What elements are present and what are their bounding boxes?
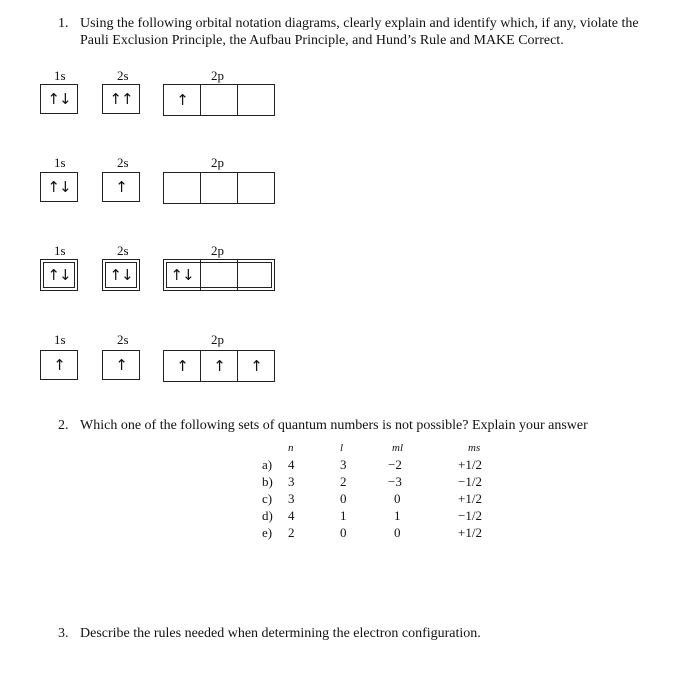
cell-n: 4 [288,456,295,472]
cell-l: 2 [340,473,347,489]
label-2p: 2p [211,155,224,170]
label-1s: 1s [54,155,66,170]
orbital-group-2p [163,172,275,204]
orbital-group-2p [163,259,275,291]
cell-n: 3 [288,490,295,506]
row-label: d) [262,507,273,523]
table-row [262,524,518,541]
orbital-box-1s: ↑ [40,350,78,380]
label-2p: 2p [211,68,224,83]
table-row [262,490,518,507]
cell-ml: 0 [394,524,401,540]
cell-ms: +1/2 [458,490,482,506]
cell-l: 1 [340,507,347,523]
question-2-text: Which one of the following sets of quantum numbers is not possible? Explain your answer [80,418,588,433]
label-2s: 2s [117,68,129,83]
orbital-box-2p-1 [164,173,201,203]
label-2s: 2s [117,243,129,258]
label-2p: 2p [211,243,224,258]
cell-ml: 1 [394,507,401,523]
orbital-box-2s: ↑↑ [102,84,140,114]
cell-l: 0 [340,490,347,506]
question-1-line-1: Using the following orbital notation diagrams, clearly explain and identify which, if any, violate the [80,16,639,31]
orbital-box-2p-1: ↑ [164,351,201,381]
orbital-box-2s: ↑↓ [102,259,140,291]
question-3-text: Describe the rules needed when determining the electron configuration. [80,626,481,641]
header-ms: ms [468,442,481,454]
orbital-box-2p-2 [201,173,238,203]
row-label: c) [262,490,273,506]
row-label: b) [262,473,273,489]
orbital-box-2p-1: ↑ [164,85,201,115]
orbital-box-2p-2 [201,85,238,115]
orbital-box-1s: ↑↓ [40,172,78,202]
orbital-box-2p-3: ↑ [250,357,262,375]
cell-ml: −2 [388,456,402,472]
header-ml: ml [392,442,403,454]
label-1s: 1s [54,332,66,347]
table-row [262,473,518,490]
orbital-box-1s: ↑↓ [40,84,78,114]
label-1s: 1s [54,68,66,83]
header-n: n [288,442,294,454]
question-3-number: 3. [58,626,69,641]
cell-n: 3 [288,473,295,489]
question-1-number: 1. [58,16,69,31]
orbital-box-2p-3 [238,173,274,203]
row-label: e) [262,524,273,540]
label-2p: 2p [211,332,224,347]
orbital-box-1s: ↑↓ [40,259,78,291]
orbital-box-2p-2 [201,260,238,290]
cell-ms: −1/2 [458,507,482,523]
cell-n: 2 [288,524,295,540]
row-label: a) [262,456,273,472]
header-l: l [340,442,344,454]
orbital-box-2p-3 [238,260,274,290]
orbital-box-2p-1: ↑↓ [164,260,201,290]
orbital-box-2p-2: ↑ [201,351,238,381]
label-2s: 2s [117,332,129,347]
cell-n: 4 [288,507,295,523]
orbital-box-2s: ↑ [102,350,140,380]
cell-ms: +1/2 [458,524,482,540]
question-2-number: 2. [58,418,69,433]
orbital-group-2p [163,350,275,382]
cell-l: 3 [340,456,347,472]
label-1s: 1s [54,243,66,258]
table-row [262,456,518,473]
question-1-line-2: Pauli Exclusion Principle, the Aufbau Principle, and Hund’s Rule and MAKE Correct. [80,33,564,48]
orbital-box-2s: ↑ [102,172,140,202]
orbital-box-2p-3 [238,85,274,115]
cell-ms: −1/2 [458,473,482,489]
cell-l: 0 [340,524,347,540]
label-2s: 2s [117,155,129,170]
table-row [262,507,518,524]
quantum-numbers-table [262,440,518,541]
cell-ms: +1/2 [458,456,482,472]
cell-ml: 0 [394,490,401,506]
orbital-group-2p [163,84,275,116]
cell-ml: −3 [388,473,402,489]
